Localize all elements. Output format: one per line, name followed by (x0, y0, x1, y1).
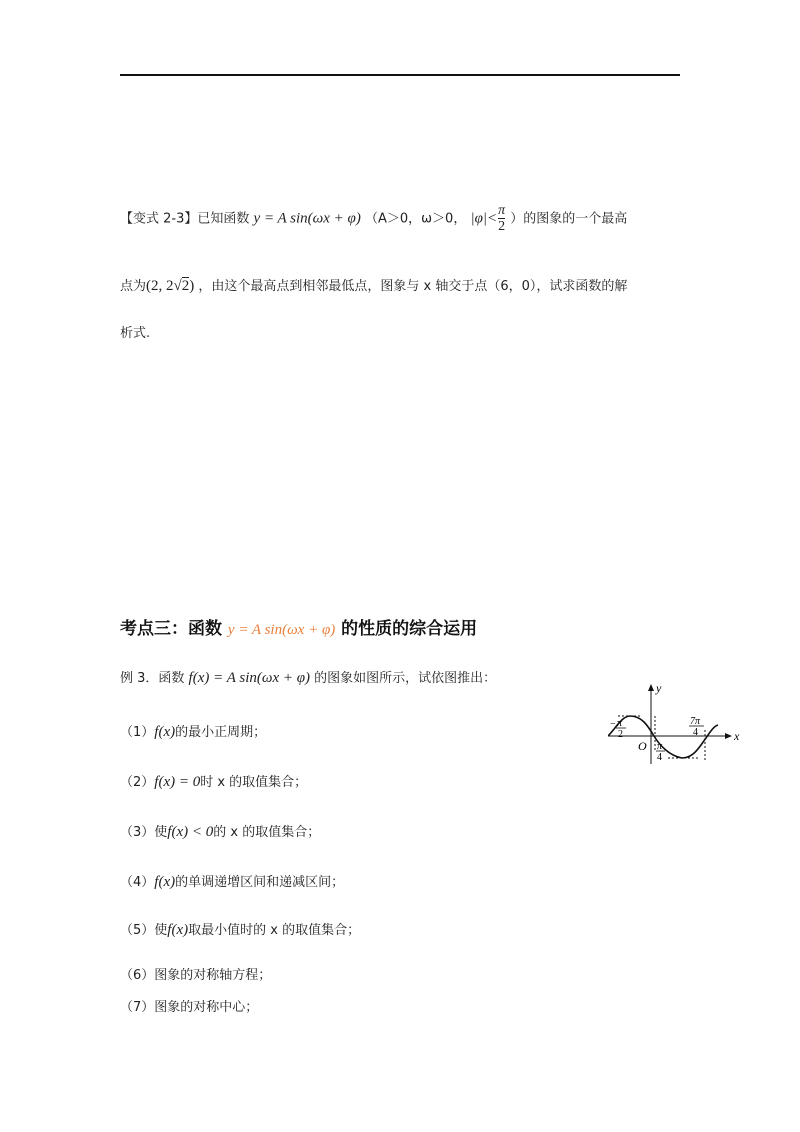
variant-text1: 已知函数 (197, 211, 250, 227)
tick-left-den: 2 (618, 729, 623, 740)
example-item-2: （2）f(x) = 0时 x 的取值集合； (120, 774, 308, 790)
variant-line2-rest: ，由这个最高点到相邻最低点，图象与 x 轴交于点（6，0），试求函数的解 (198, 279, 628, 294)
phi-condition: |φ|< (470, 210, 498, 227)
x-axis-label: x (734, 729, 740, 743)
header-rule (120, 74, 680, 76)
section-heading (120, 614, 477, 639)
variant-text2: ）的图象的一个最高 (510, 211, 628, 227)
variant-line-3: 析式. (120, 326, 151, 341)
sine-curve (608, 716, 718, 758)
example-intro (120, 668, 496, 689)
example-formula: f(x) = A sin(ωx + φ) (188, 670, 311, 686)
example-item-7: （7）图象的对称中心； (120, 1000, 259, 1015)
pi-over-2-fraction: $\frac{\pi}{2}$ (498, 203, 506, 234)
tick-left-num: π (617, 718, 623, 729)
tick-mid-den: 4 (657, 752, 662, 763)
tick-right-den: 4 (693, 727, 698, 738)
example-suffix: 的图象如图所示，试依图推出： (314, 671, 497, 686)
variant-formula: y = A sin(ωx + φ) (253, 210, 361, 227)
example-item-6: （6）图象的对称轴方程； (120, 968, 272, 983)
variant-line-2 (120, 276, 627, 297)
max-point: (2, 2√2) (146, 278, 195, 294)
tick-right-num: 7π (690, 716, 701, 727)
section-suffix: 的性质的综合运用 (341, 619, 478, 639)
variant-line-1 (120, 204, 627, 234)
section-formula: y = A sin(ωx + φ) (227, 622, 336, 638)
example-item-3: （3）使f(x) < 0的 x 的取值集合； (120, 824, 321, 840)
example-item-1: （1）f(x)的最小正周期； (120, 724, 267, 740)
example-item-4: （4）f(x)的单调递增区间和递减区间； (120, 874, 345, 890)
tick-left-sign: − (610, 719, 616, 730)
example-item-5: （5）使f(x)取最小值时的 x 的取值集合； (120, 922, 361, 938)
variant-line2-prefix: 点为 (120, 279, 147, 294)
example-prefix: 例 3．函数 (120, 671, 185, 686)
section-prefix: 考点三：函数 (120, 619, 222, 639)
sine-graph-figure (608, 680, 748, 766)
tick-mid-num: π (657, 741, 663, 752)
variant-label: 【变式 2-3】 (120, 211, 198, 227)
variant-conditions: （A＞0，ω＞0， (365, 211, 467, 227)
origin-label: O (638, 739, 647, 753)
y-axis-arrow (648, 684, 654, 691)
y-axis-label: y (656, 681, 662, 695)
x-axis-arrow (725, 733, 732, 739)
